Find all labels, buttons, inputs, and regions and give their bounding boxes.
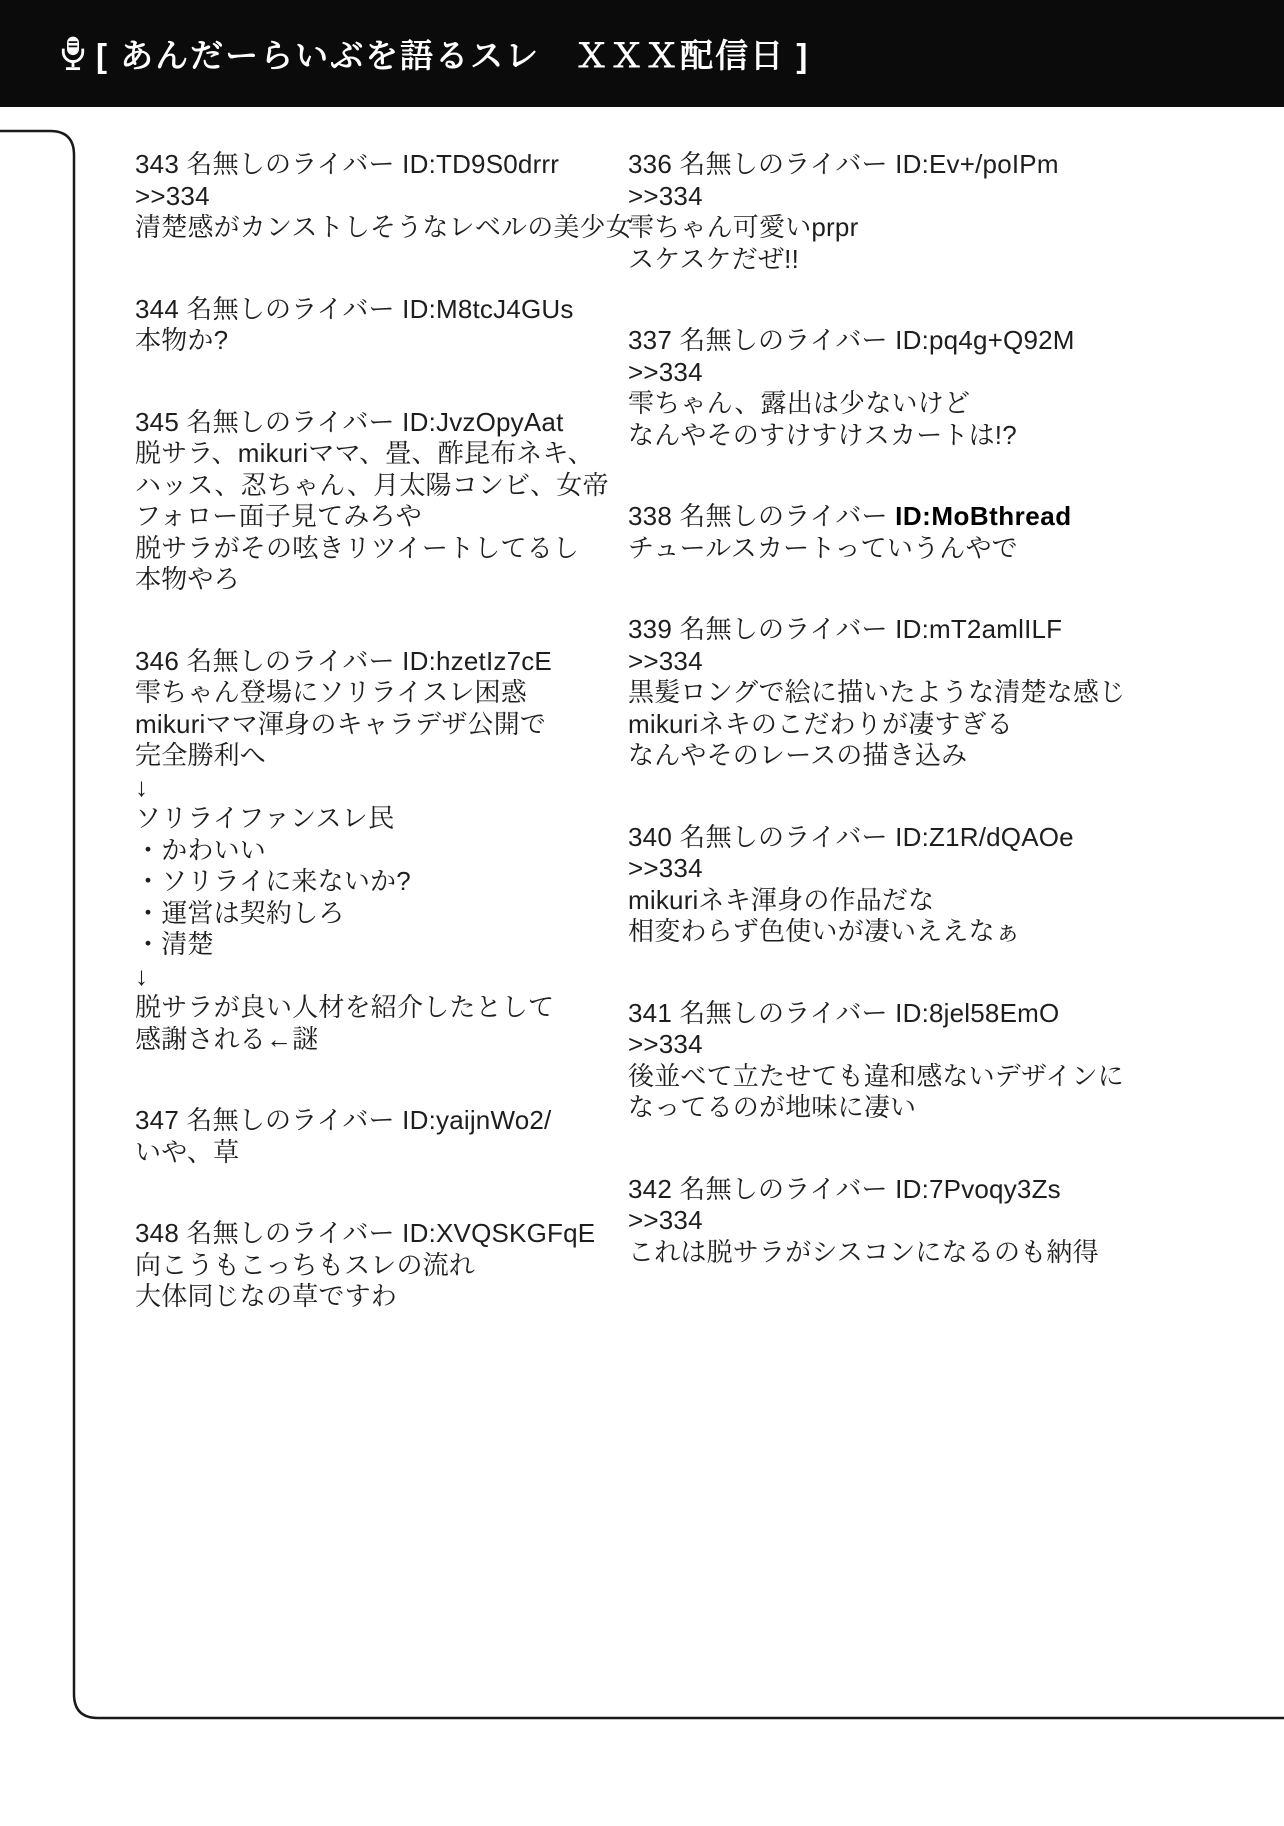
poster-id: ID:JvzOpyAat <box>402 406 564 437</box>
post-header <box>628 325 1128 357</box>
post-header <box>135 1218 635 1250</box>
post-text: なんやそのレースの描き込み <box>628 740 968 770</box>
post-text: 本物か? <box>135 325 229 355</box>
post-text: 脱サラ、mikuriママ、畳、酢昆布ネキ、 <box>135 438 594 468</box>
post-header <box>135 149 635 181</box>
post-text: これは脱サラがシスコンになるのも納得 <box>628 1236 1099 1267</box>
post-text: 大体同じなの草ですわ <box>135 1281 398 1311</box>
thread-column-right <box>628 149 1128 1318</box>
poster-id: ID:Z1R/dQAOe <box>895 821 1074 852</box>
thread-column-left <box>135 149 635 1363</box>
post-header <box>628 501 1128 533</box>
poster-name: 名無しのライバー <box>679 821 888 852</box>
post-header <box>628 998 1128 1030</box>
thread-post <box>628 998 1128 1124</box>
post-text: スケスケだぜ!! <box>628 243 800 274</box>
post-header <box>135 407 635 439</box>
post-text: 本物やろ <box>135 564 240 594</box>
post-number: 345 <box>135 406 179 437</box>
thread-post <box>135 1218 635 1313</box>
thread-post <box>628 149 1128 275</box>
poster-name: 名無しのライバー <box>186 293 395 324</box>
thread-post <box>135 294 635 357</box>
post-text: チュールスカートっていうんやで <box>628 532 1018 563</box>
post-number: 342 <box>628 1173 672 1204</box>
poster-name: 名無しのライバー <box>186 645 395 676</box>
poster-name: 名無しのライバー <box>679 149 888 179</box>
post-header <box>628 1174 1128 1206</box>
thread-title-bar <box>0 0 1284 107</box>
poster-id: ID:TD9S0drrr <box>402 149 560 179</box>
post-text: 雫ちゃん可愛いprpr <box>628 212 859 242</box>
post-header <box>628 149 1128 181</box>
post-text: ソリライファンスレ民 <box>135 803 395 833</box>
post-text: 雫ちゃん登場にソリライスレ困惑 <box>135 677 527 707</box>
post-text: ・ソリライに来ないか? <box>135 866 411 896</box>
poster-id: ID:MoBthread <box>895 501 1072 531</box>
post-number: 341 <box>628 997 672 1028</box>
microphone-icon <box>60 35 86 73</box>
reply-anchor[interactable]: >>334 <box>628 1029 703 1059</box>
post-text: ・清楚 <box>135 929 214 959</box>
post-number: 339 <box>628 614 672 644</box>
post-text: 脱サラがその呟きリツイートしてるし <box>135 532 580 563</box>
poster-name: 名無しのライバー <box>186 406 395 437</box>
poster-id: ID:8jel58EmO <box>895 997 1060 1028</box>
post-text: mikuriママ渾身のキャラデザ公開で <box>135 708 547 739</box>
post-text: mikuriネキのこだわりが凄すぎる <box>628 708 1013 739</box>
thread-post <box>135 407 635 596</box>
thread-post <box>135 1105 635 1168</box>
reply-anchor[interactable]: >>334 <box>628 356 703 387</box>
poster-id: ID:M8tcJ4GUs <box>402 293 574 324</box>
post-text: 後並べて立たせても違和感ないデザインに <box>628 1060 1124 1091</box>
thread-post <box>628 614 1128 772</box>
poster-name: 名無しのライバー <box>679 501 888 531</box>
post-text: ↓ <box>135 960 149 991</box>
post-number: 344 <box>135 293 179 324</box>
poster-name: 名無しのライバー <box>679 997 888 1028</box>
post-text: いや、草 <box>135 1136 240 1167</box>
poster-id: ID:pq4g+Q92M <box>895 325 1075 355</box>
post-text: なんやそのすけすけスカートは!? <box>628 419 1017 450</box>
post-text: 雫ちゃん、露出は少ないけど <box>628 388 971 418</box>
thread-post <box>135 149 635 244</box>
post-header <box>628 822 1128 854</box>
post-number: 347 <box>135 1105 179 1135</box>
poster-name: 名無しのライバー <box>186 149 395 179</box>
post-text: 相変わらず色使いが凄いええなぁ <box>628 916 1022 946</box>
post-number: 340 <box>628 821 672 852</box>
reply-anchor[interactable]: >>334 <box>628 180 703 211</box>
poster-id: ID:Ev+/poIPm <box>895 149 1059 179</box>
thread-post <box>628 822 1128 948</box>
post-text: 黒髪ロングで絵に描いたような清楚な感じ <box>628 677 1126 707</box>
poster-name: 名無しのライバー <box>186 1218 395 1248</box>
thread-post <box>135 646 635 1056</box>
thread-post <box>628 1174 1128 1269</box>
thread-title: [ あんだーらいぶを語るスレ ＸＸＸ配信日 ] <box>96 37 810 74</box>
poster-id: ID:mT2amlILF <box>895 614 1063 644</box>
post-number: 348 <box>135 1218 179 1248</box>
reply-anchor[interactable]: >>334 <box>628 645 703 676</box>
reply-anchor[interactable]: >>334 <box>628 1205 703 1235</box>
post-number: 337 <box>628 325 672 355</box>
post-text: フォロー面子見てみろや <box>135 501 422 531</box>
post-text: ハッス、忍ちゃん、月太陽コンビ、女帝 <box>135 469 609 500</box>
post-text: ↓ <box>135 771 149 802</box>
reply-anchor[interactable]: >>334 <box>135 180 210 211</box>
post-text: mikuriネキ渾身の作品だな <box>628 884 935 915</box>
poster-id: ID:XVQSKGFqE <box>402 1218 596 1248</box>
post-header <box>135 1105 635 1137</box>
post-text: なってるのが地味に凄い <box>628 1092 917 1122</box>
post-number: 346 <box>135 645 179 676</box>
post-header <box>135 646 635 678</box>
post-text: 向こうもこっちもスレの流れ <box>135 1249 476 1280</box>
poster-name: 名無しのライバー <box>679 325 888 355</box>
post-text: 感謝される←謎 <box>135 1023 319 1054</box>
thread-post <box>628 501 1128 564</box>
post-number: 343 <box>135 149 179 179</box>
poster-name: 名無しのライバー <box>186 1105 395 1135</box>
post-text: 清楚感がカンストしそうなレベルの美少女 <box>135 212 633 242</box>
post-header <box>628 614 1128 646</box>
post-number: 336 <box>628 149 672 179</box>
post-header <box>135 294 635 326</box>
post-text: 完全勝利へ <box>135 740 267 770</box>
poster-id: ID:yaijnWo2/ <box>402 1105 552 1135</box>
poster-name: 名無しのライバー <box>679 614 888 644</box>
poster-id: ID:7Pvoqy3Zs <box>895 1173 1061 1204</box>
poster-name: 名無しのライバー <box>679 1173 888 1204</box>
post-text: 脱サラが良い人材を紹介したとして <box>135 992 555 1022</box>
post-number: 338 <box>628 501 672 531</box>
poster-id: ID:hzetIz7cE <box>402 645 552 676</box>
reply-anchor[interactable]: >>334 <box>628 853 703 883</box>
thread-post <box>628 325 1128 451</box>
post-text: ・かわいい <box>135 834 267 865</box>
post-text: ・運営は契約しろ <box>135 897 345 928</box>
